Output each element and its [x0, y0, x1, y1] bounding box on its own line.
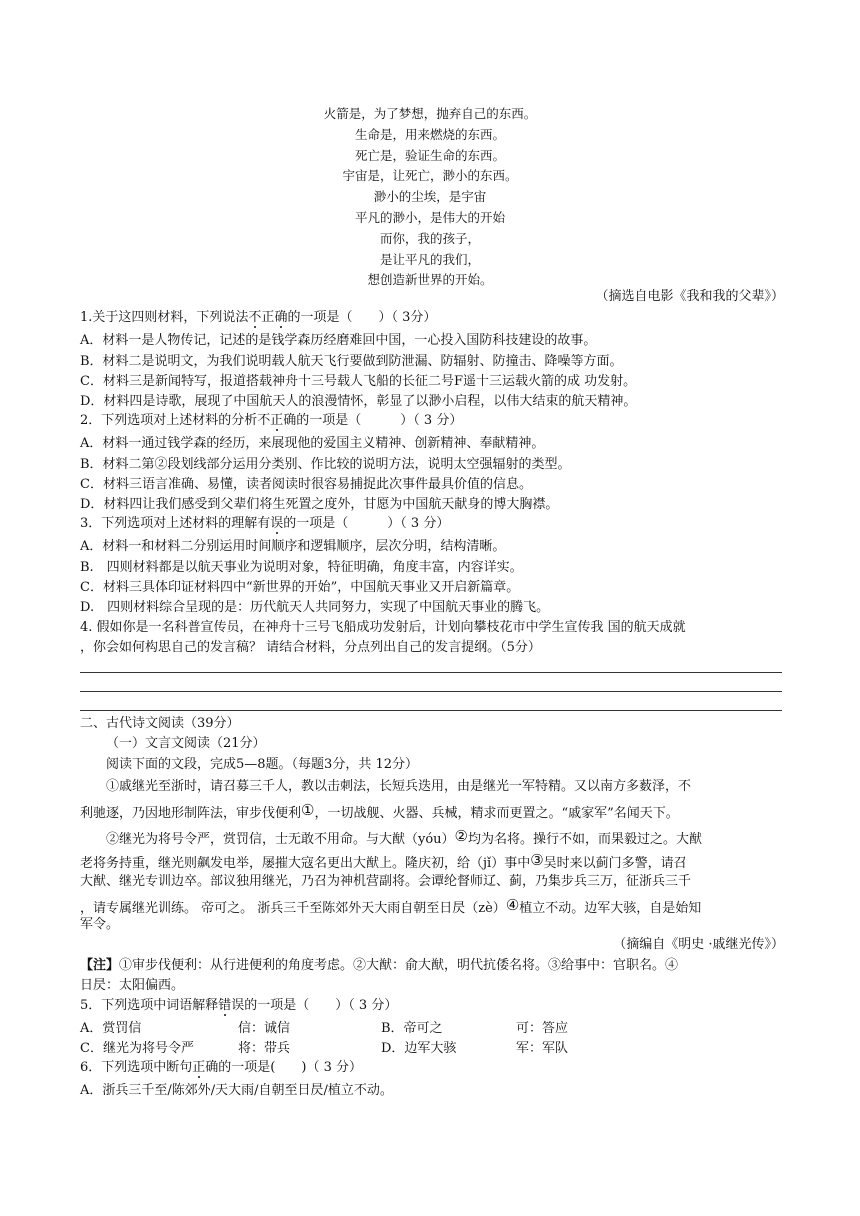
- question-3-option-a: A．材料一和材料二分别运用时间顺序和逻辑顺序，层次分明，结构清晰。: [80, 539, 506, 554]
- question-5-option-b-word: B．帝可之: [381, 1021, 443, 1036]
- question-1-option-b: B．材料二是说明文，为我们说明载人航天飞行要做到防泄漏、防辐射、防撞击、降噪等方面。: [80, 354, 623, 369]
- section-2-subtitle: （一）文言文阅读（21分）: [106, 736, 266, 751]
- answer-line[interactable]: [80, 691, 782, 692]
- question-3-option-c: C．材料三具体印证材料四中“新世界的开始”，中国航天事业又开启新篇章。: [80, 580, 520, 595]
- passage-paragraph-1-cont: 利驰逐，乃因地形制阵法，审步伐便利①，一切战舰、火器、兵械，精求而更置之。“戚家军”名闻天下。: [80, 801, 679, 821]
- emphasis-char: 误: [270, 516, 284, 531]
- poem-line: 生命是，用来燃烧的东西。: [354, 126, 505, 142]
- question-5-option-c-def: 将：带兵: [238, 1041, 291, 1056]
- question-4-line-1: 4. 假如你是一名科普宣传员，在神舟十三号飞船成功发射后，计划向攀枝花市中学生宣传我 国的航天成就: [80, 620, 686, 635]
- footnote-marker: ②: [454, 827, 468, 845]
- question-2-stem: 2．下列选项对上述材料的分析不正确的一项是（ ）（ 3 分）: [80, 413, 463, 428]
- question-5-option-a-word: A．赏罚信: [80, 1021, 142, 1036]
- section-2-instructions: 阅读下面的文段，完成5—8题。（每题3分，共 12分）: [106, 757, 418, 772]
- question-5-option-d-def: 军：军队: [516, 1041, 569, 1056]
- question-5-option-a-def: 信：诚信: [238, 1021, 291, 1036]
- question-1-option-c: C．材料三是新闻特写，报道搭载神舟十三号载人飞船的长征二号F遥十三运载火箭的成 功发射。: [80, 374, 637, 389]
- question-5-option-d-word: D．边军大骇: [381, 1041, 457, 1056]
- question-2-option-b: B．材料二第②段划线部分运用分类别、作比较的说明方法，说明太空强辐射的类型。: [80, 457, 571, 472]
- question-4-line-2: ，你会如何构思自己的发言稿？ 请结合材料，分点列出自己的发言提纲。（5分）: [80, 640, 541, 655]
- poem-line: 平凡的渺小，是伟大的开始: [354, 209, 505, 225]
- footnote-marker: ①: [301, 801, 315, 819]
- question-1-option-a: A．材料一是人物传记，记述的是钱学森历经磨难回中国，一心投入国防科技建设的故事。: [80, 333, 597, 348]
- emphasis-char: 正: [270, 413, 284, 428]
- question-3-stem: 3．下列选项对上述材料的理解有误的一项是（ ）（ 3 分）: [80, 516, 450, 531]
- poem-line: 死亡是，验证生命的东西。: [354, 147, 505, 163]
- emphasis-char: 不: [248, 310, 262, 325]
- footnote-marker: ③: [530, 851, 544, 869]
- passage-paragraph-2-cont: 大猷、继光专训边卒。部议独用继光，乃召为神机营副将。会谭纶督师辽、蓟，乃集步兵三万，征浙兵三千: [80, 874, 692, 889]
- answer-line[interactable]: [80, 672, 782, 673]
- question-1-option-d: D．材料四是诗歌，展现了中国航天人的浪漫情怀，彰显了以渺小启程，以伟大结束的航天精神。: [80, 394, 637, 409]
- passage-note-cont: 日昃：太阳偏西。: [80, 978, 185, 993]
- question-1-stem: 1.关于这四则材料，下列说法不正确的一项是（ ）（ 3分）: [80, 310, 437, 325]
- question-5-stem: 5．下列选项中词语解释错误的一项是（ ）（ 3 分）: [80, 998, 398, 1013]
- question-2-option-c: C．材料三语言准确、易懂，读者阅读时很容易捕捉此次事件最具价值的信息。: [80, 477, 532, 492]
- passage-paragraph-2-cont: ，请专属继光训练。 帝可之。 浙兵三千至陈郊外天大雨自朝至日昃（zè）④植立不动。边军大骇，自是始知: [80, 896, 702, 916]
- poem-line: 想创造新世界的开始。: [367, 272, 493, 288]
- question-5-option-b-def: 可：答应: [516, 1021, 569, 1036]
- passage-paragraph-2: ②继光为将号令严，赏罚信，士无敢不用命。与大猷（yóu）②均为名将。操行不如，而果毅过之。大猷: [106, 827, 703, 847]
- poem: [0, 104, 860, 291]
- footnote-marker: ④: [505, 896, 520, 914]
- poem-line: 火箭是，为了梦想，抛弃自己的东西。: [323, 106, 537, 121]
- question-6-stem: 6．下列选项中断句正确的一项是( )（ 3 分）: [80, 1060, 362, 1075]
- passage-note: 【注】①审步伐便利：从行进便利的角度考虑。②大猷：俞大猷，明代抗倭名将。③给事中：官职名。④: [80, 958, 679, 973]
- question-2-option-d: D．材料四让我们感受到父辈们将生死置之度外，甘愿为中国航天献身的博大胸襟。: [80, 497, 559, 512]
- question-6-option-a: A．浙兵三千至/陈郊外/天大雨/自朝至日昃/植立不动。: [80, 1083, 393, 1098]
- poem-line: 渺小的尘埃，是宇宙: [373, 189, 487, 205]
- poem-line: 是让平凡的我们，: [379, 251, 480, 267]
- question-3-option-b: B. 四则材料都是以航天事业为说明对象，特征明确，角度丰富，内容详实。: [80, 560, 523, 575]
- question-2-option-a: A．材料一通过钱学森的经历，来展现他的爱国主义精神、创新精神、奉献精神。: [80, 436, 545, 451]
- emphasis-char: 确: [274, 310, 288, 325]
- passage-paragraph-2-cont: 老将务持重，继光则飙发电举，屡摧大寇名更出大猷上。隆庆初，给（jǐ）事中③吴时来以蓟门多警，请召: [80, 851, 687, 871]
- passage-source: （摘编自《明史 ·戚继光传》）: [613, 937, 784, 952]
- passage-paragraph-2-cont: 军令。: [80, 917, 120, 932]
- question-3-option-d: D. 四则材料综合呈现的是：历代航天人共同努力，实现了中国航天事业的腾飞。: [80, 600, 550, 615]
- question-5-option-c-word: C．继光为将号令严: [80, 1041, 194, 1056]
- poem-line: 而你，我的孩子，: [379, 230, 480, 246]
- section-2-title: 二、古代诗文阅读（39分）: [80, 716, 240, 731]
- emphasis-char: 正: [192, 1060, 206, 1075]
- poem-line: 宇宙是，让死亡，渺小的东西。: [342, 168, 518, 184]
- answer-line[interactable]: [80, 710, 782, 711]
- emphasis-char: 错: [218, 998, 232, 1013]
- passage-paragraph-1: ①戚继光至浙时，请召募三千人，教以击刺法，长短兵迭用，由是继光一军特精。又以南方多薮泽，不: [106, 779, 692, 794]
- poem-source: （摘选自电影《我和我的父辈》）: [595, 289, 784, 304]
